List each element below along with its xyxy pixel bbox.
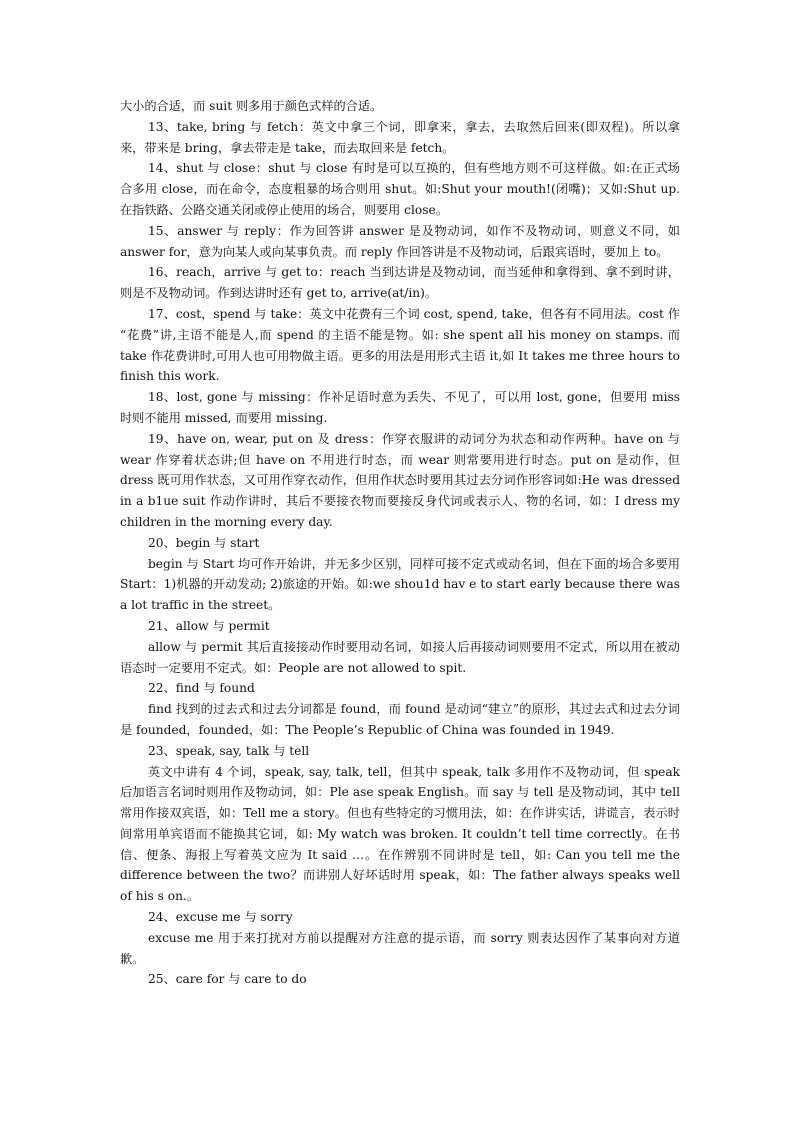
paragraph-19-have-on-wear: 19、have on, wear, put on 及 dress：作穿衣服讲的动词分为状态和动作两种。have on 与 wear 作穿着状态讲;但 have on 不用进行时态，而 wear 则常要用进行时态。put on 是动作，但 dress 既可用作状态，又可用作穿衣动作，但用作状态时要用其过去分词作形容词如:He was dressed in a b1ue suit 作动作讲时，其后不要接衣物而要接反身代词或表示人、物的名词，如：I dress my children in the morning every day. (120, 431, 680, 529)
heading-21-allow-permit: 21、allow 与 permit (148, 618, 270, 633)
heading-22-find-found: 22、find 与 found (148, 681, 255, 696)
paragraph-17-cost-spend-take: 17、cost，spend 与 take：英文中花费有三个词 cost, spend, take，但各有不同用法。cost 作 “花费”讲,主语不能是人,而 spend 的主语不能是物。如: she spent all his money on stamps. 而 take 作花费讲时,可用人也可用物做主语。更多的用法是用形式主语 it,如 It takes me three hours to finish this work. (120, 306, 680, 384)
paragraph-13-take-bring-fetch: 13、take, bring 与 fetch：英文中拿三个词，即拿来，拿去，去取然后回来(即双程)。所以拿来，带来是 bring，拿去带走是 take，而去取回来是 fetch。 (120, 119, 680, 155)
heading-25-care-for: 25、care for 与 care to do (148, 972, 307, 987)
paragraph-18-lost-gone-missing: 18、lost, gone 与 missing：作补足语时意为丢失、不见了，可以用 lost, gone，但要用 miss 时则不能用 missed, 而要用 missing. (120, 390, 680, 425)
paragraph-21-allow-permit: allow 与 permit 其后直接接动作时要用动名词，如接人后再接动词则要用不定式，所以用在被动语态时一定要用不定式。如：People are not allowed to spit. (120, 639, 680, 675)
heading-23-speak-say-talk-tell: 23、speak, say, talk 与 tell (148, 743, 310, 758)
paragraph-16-reach-arrive: 16、reach，arrive 与 get to：reach 当到达讲是及物动词，而当延伸和拿得到、拿不到时讲，则是不及物动词。作到达讲时还有 get to, arrive(at/in)。 (120, 265, 680, 301)
paragraph-14-shut-close: 14、shut 与 close：shut 与 close 有时是可以互换的，但有些地方则不可这样做。如:在正式场合多用 close，而在命令，态度粗暴的场合则用 shut。如:Shut your mouth!(闭嘴)；又如:Shut up. 在指铁路、公路交通关闭或停止使用的场合，则要用 close。 (120, 161, 680, 217)
heading-20-begin-start: 20、begin 与 start (148, 535, 260, 550)
paragraph-23-speak-say-talk-tell: 英文中讲有 4 个词，speak, say, talk, tell，但其中 speak, talk 多用作不及物动词，但 speak 后加语言名词时则用作及物动词，如：Ple ase speak English。而 say 与 tell 是及物动词，其中 tell 常用作接双宾语，如：Tell me a story。但也有些特定的习惯用法，如：在作讲实话，讲谎言，表示时间常用单宾语而不能换其它词，如: My watch was broken. It couldn’t tell time correctly。在书信、便条、海报上写着英文应为 It said …。在作辨别不同讲时是 tell，如: Can you tell me the difference between the two？而讲别人好坏话时用 speak，如：The father always speaks well of his s on.。 (120, 764, 680, 904)
document-body (120, 96, 680, 990)
paragraph-15-answer-reply: 15、answer 与 reply：作为回答讲 answer 是及物动词，如作不及物动词，则意义不同，如 answer for，意为向某人或向某事负责。而 reply 作回答讲是不及物动词，后跟宾语时，要加上 to。 (120, 223, 680, 259)
paragraph-20-begin-start: begin 与 Start 均可作开始讲，并无多少区别，同样可接不定式或动名词，但在下面的场合多要用 Start：1)机器的开动发动; 2)旅途的开始。如:we shou1d hav e to start early because there was a lot traffic in the street。 (120, 556, 680, 613)
paragraph-22-find-found: find 找到的过去式和过去分词都是 found，而 found 是动词“建立”的原形，其过去式和过去分词是 founded，founded，如：The People’s Republic of China was founded in 1949. (120, 702, 680, 737)
heading-24-excuse-me-sorry: 24、excuse me 与 sorry (148, 910, 293, 925)
paragraph-24-excuse-me-sorry: excuse me 用于来打扰对方前以提醒对方注意的提示语，而 sorry 则表达因作了某事向对方道歉。 (120, 930, 680, 966)
paragraph-suit-continuation: 大小的合适，而 suit 则多用于颜色式样的合适。 (120, 99, 383, 113)
